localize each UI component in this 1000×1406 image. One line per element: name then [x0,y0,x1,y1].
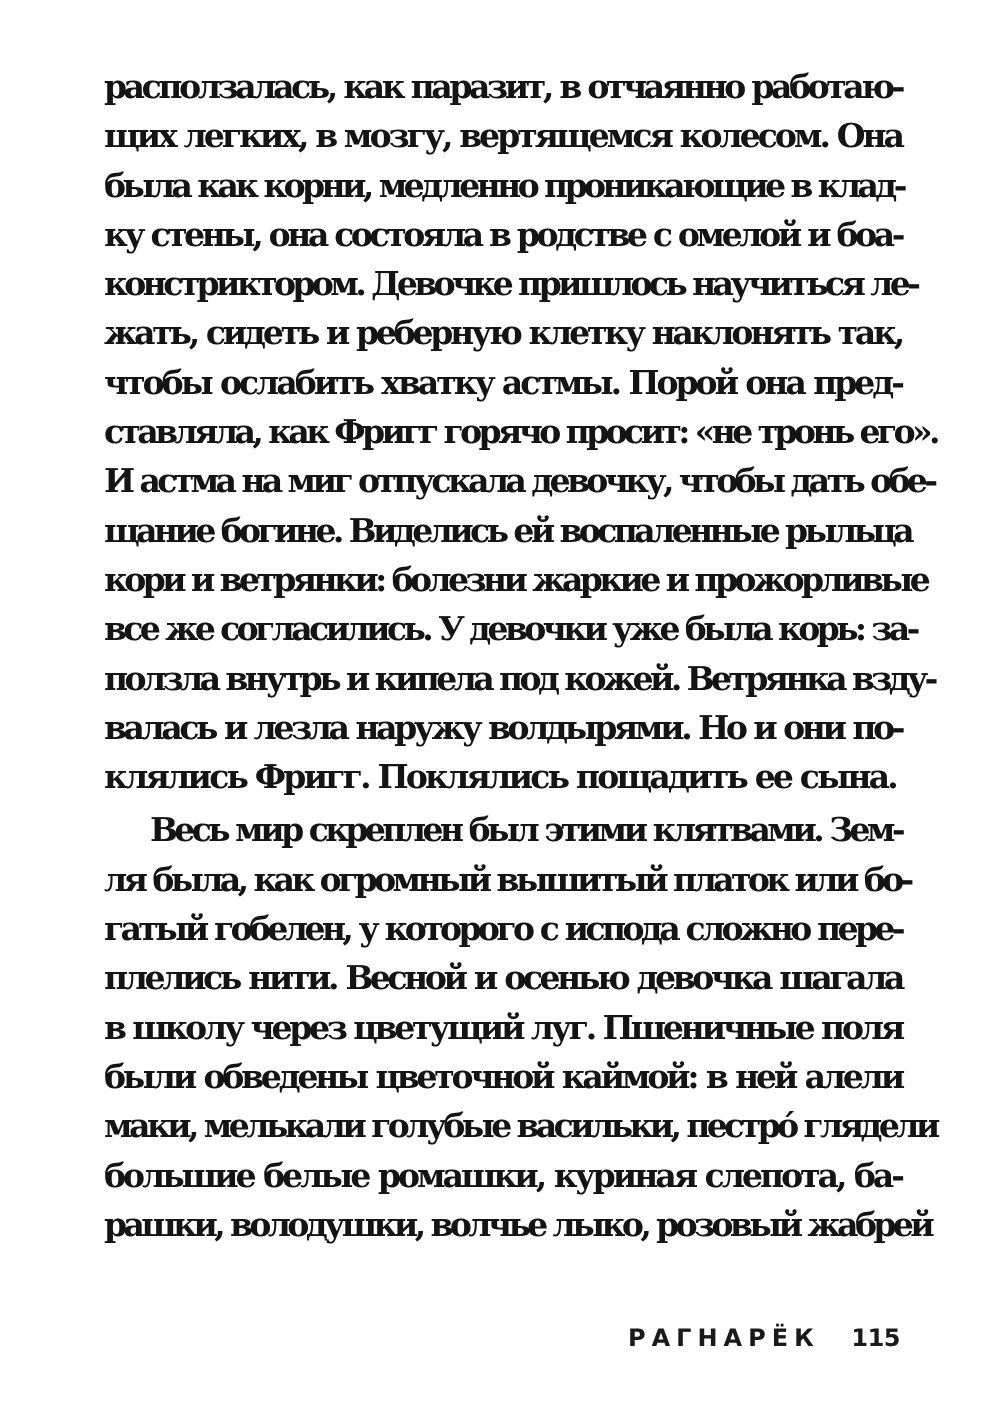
text-line: кори и ветрянки: болезни жаркие и прожорливые [104,559,928,599]
text-line: Весь мир скреплен был этими клятвами. Зем- [150,810,902,850]
running-head: РАГНАРЁК [628,1324,820,1352]
paragraph-2 [104,805,937,1249]
text-line: щание богине. Виделись ей воспаленные рыльца [104,510,911,550]
text-line: валась и лезла наружу волдырями. Но и они по- [104,707,902,747]
text-line: чтобы ослабить хватку астмы. Порой она пред- [104,362,902,402]
text-line: ку стены, она состояла в родстве с омелой и боа- [104,214,902,254]
text-line: была как корни, медленно проникающие в клад- [104,165,904,205]
text-line: ставляла, как Фригг горячо просит: «не тронь его». [104,412,937,452]
text-line: были обведены цветочной каймой: в ней алели [104,1056,902,1096]
page-number: 115 [851,1324,900,1352]
text-line: плелись нити. Весной и осенью девочка шагала [104,958,902,998]
text-line: рашки, володушки, волчье лыко, розовый жабрей [104,1204,932,1244]
text-line: щих легких, в мозгу, вертящемся колесом. Она [104,116,902,156]
body-text [104,62,937,1249]
text-line: ползла внутрь и кипела под кожей. Ветрянка взду- [104,658,935,698]
text-line: констриктором. Девочке пришлось научиться ле- [104,264,918,304]
page-footer [628,1318,900,1358]
text-line: жать, сидеть и реберную клетку наклонять так, [104,313,902,353]
text-line: маки, мелькали голубые васильки, пестро́ глядели [104,1106,937,1146]
text-line: гатый гобелен, у которого с испода сложно пере- [104,909,902,949]
text-line: клялись Фригг. Поклялись пощадить ее сына. [104,757,896,797]
text-line: расползалась, как паразит, в отчаянно работаю- [104,67,902,106]
text-line: большие белые ромашки, куриная слепота, ба- [104,1155,902,1195]
text-line: И астма на миг отпускала девочку, чтобы дать обе- [104,461,935,501]
paragraph-1 [104,62,937,801]
text-line: в школу через цветущий луг. Пшеничные поля [104,1007,902,1047]
text-line: ля была, как огромный вышитый платок или бо- [104,859,911,899]
text-line: все же согласились. У девочки уже была корь: за- [104,609,917,649]
